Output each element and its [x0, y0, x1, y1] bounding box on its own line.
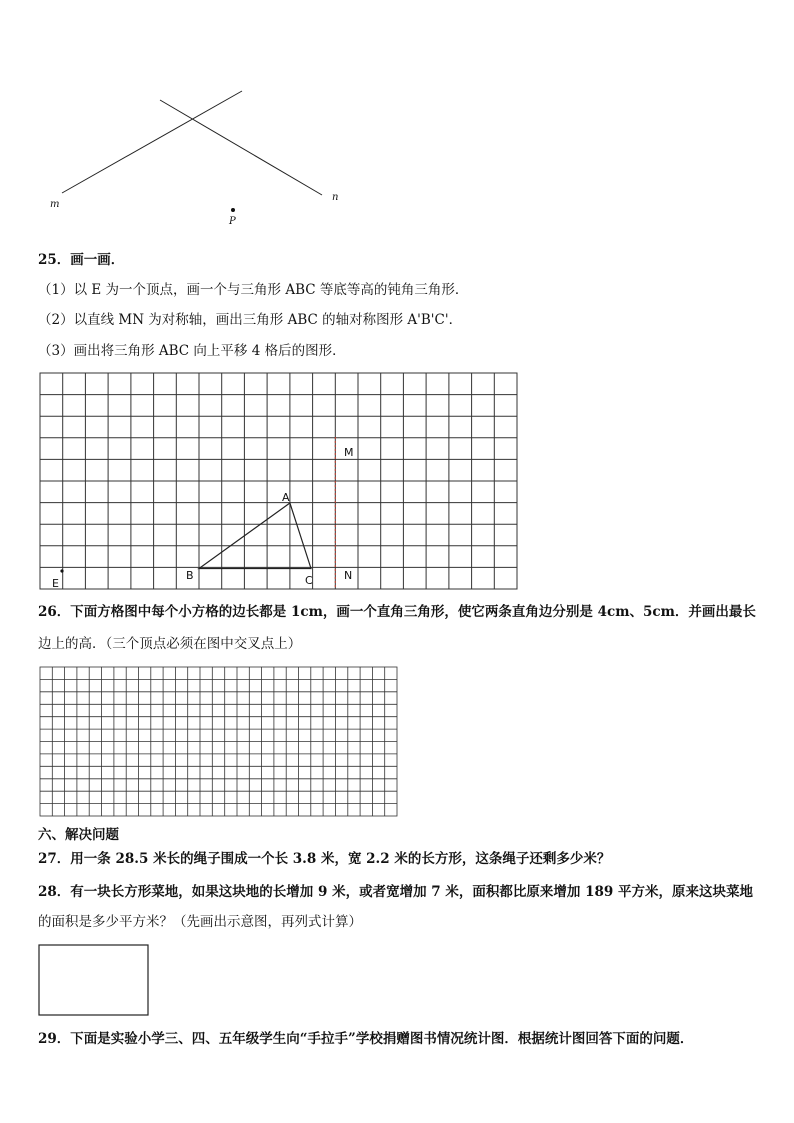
label-A: A [282, 491, 290, 504]
q29-text: 29．下面是实验小学三、四、五年级学生向“手拉手”学校捐赠图书情况统计图．根据统计图回答下面的问题． [38, 1031, 694, 1047]
label-B: B [186, 569, 194, 582]
q25-item2: （2）以直线 MN 为对称轴，画出三角形 ABC 的轴对称图形 A'B'C'． [38, 312, 463, 328]
label-m: m [50, 199, 60, 210]
label-E: E [52, 577, 59, 590]
label-p: P [229, 216, 236, 227]
q25-title: 25．画一画． [38, 252, 125, 268]
q26-line1: 26．下面方格图中每个小方格的边长都是 1cm，画一个直角三角形，使它两条直角边分别是 4cm、5cm．并画出最长 [38, 604, 756, 620]
label-M: M [344, 446, 354, 459]
label-C: C [305, 574, 313, 587]
q27-text: 27．用一条 28.5 米长的绳子围成一个长 3.8 米，宽 2.2 米的长方形，这条绳子还剩多少米？ [38, 851, 611, 867]
section-6-heading: 六、解决问题 [38, 827, 119, 843]
q28-line2: 的面积是多少平方米？（先画出示意图，再列式计算） [38, 914, 362, 930]
q25-item1: （1）以 E 为一个顶点，画一个与三角形 ABC 等底等高的钝角三角形． [38, 282, 469, 298]
label-n: n [332, 192, 339, 203]
q25-item3: （3）画出将三角形 ABC 向上平移 4 格后的图形． [38, 343, 346, 359]
q26-line2: 边上的高．（三个顶点必须在图中交叉点上） [38, 636, 302, 652]
label-N: N [344, 569, 353, 582]
q28-line1: 28．有一块长方形菜地，如果这块地的长增加 9 米，或者宽增加 7 米，面积都比原来增加 189 平方米，原来这块菜地 [38, 884, 753, 900]
